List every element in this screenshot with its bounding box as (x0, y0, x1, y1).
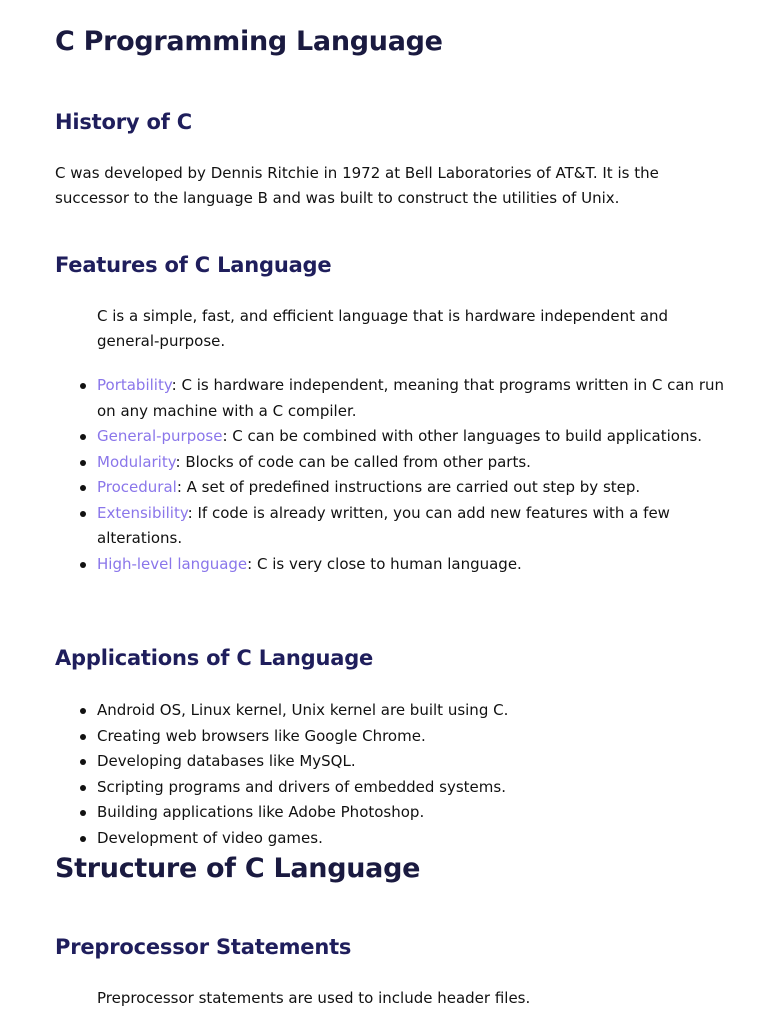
application-item: Developing databases like MySQL. (97, 749, 737, 775)
feature-item-portability (97, 373, 737, 424)
feature-description: : Blocks of code can be called from other parts. (175, 452, 531, 471)
history-heading: History of C (55, 110, 192, 134)
feature-term: High-level language (97, 554, 248, 573)
feature-term: General-purpose (97, 427, 223, 445)
application-item: Building applications like Adobe Photoshop. (97, 800, 737, 826)
feature-description: : C is hardware independent, meaning that programs written in C can run on any machine with a C compiler. (97, 376, 725, 420)
application-item: Android OS, Linux kernel, Unix kernel are built using C. (97, 698, 737, 724)
application-item: Creating web browsers like Google Chrome. (97, 724, 737, 750)
feature-term: Extensibility (97, 503, 188, 522)
feature-item-modularity (97, 450, 737, 476)
feature-description: : C is very close to human language. (247, 554, 522, 573)
application-item: Development of video games. (97, 826, 737, 852)
feature-description: : C can be combined with other languages to build applications. (222, 427, 703, 445)
features-intro: C is a simple, fast, and efficient language that is hardware independent and general-purpose. (97, 307, 669, 350)
feature-item-high-level-language (97, 552, 737, 578)
feature-description: : If code is already written, you can add new features with a few alterations. (97, 503, 670, 547)
applications-list (97, 698, 737, 851)
applications-heading: Applications of C Language (55, 646, 374, 670)
page-title: C Programming Language (55, 26, 443, 57)
feature-item-procedural (97, 475, 737, 501)
feature-term: Portability (97, 376, 172, 394)
feature-item-extensibility (97, 501, 737, 552)
feature-item-general-purpose (97, 424, 737, 450)
application-item: Scripting programs and drivers of embedded systems. (97, 775, 737, 801)
features-list (97, 373, 737, 577)
history-paragraph: C was developed by Dennis Ritchie in 1972 at Bell Laboratories of AT&T. It is the successor to the language B and was built to construct the utilities of Unix. (55, 164, 659, 207)
features-heading: Features of C Language (55, 253, 332, 277)
feature-term: Modularity (97, 452, 176, 471)
feature-term: Procedural (97, 478, 177, 496)
structure-heading: Structure of C Language (55, 853, 421, 884)
feature-description: : A set of predefined instructions are carried out step by step. (176, 478, 641, 496)
preprocessor-paragraph: Preprocessor statements are used to include header files. (97, 989, 531, 1007)
preprocessor-heading: Preprocessor Statements (55, 935, 352, 959)
